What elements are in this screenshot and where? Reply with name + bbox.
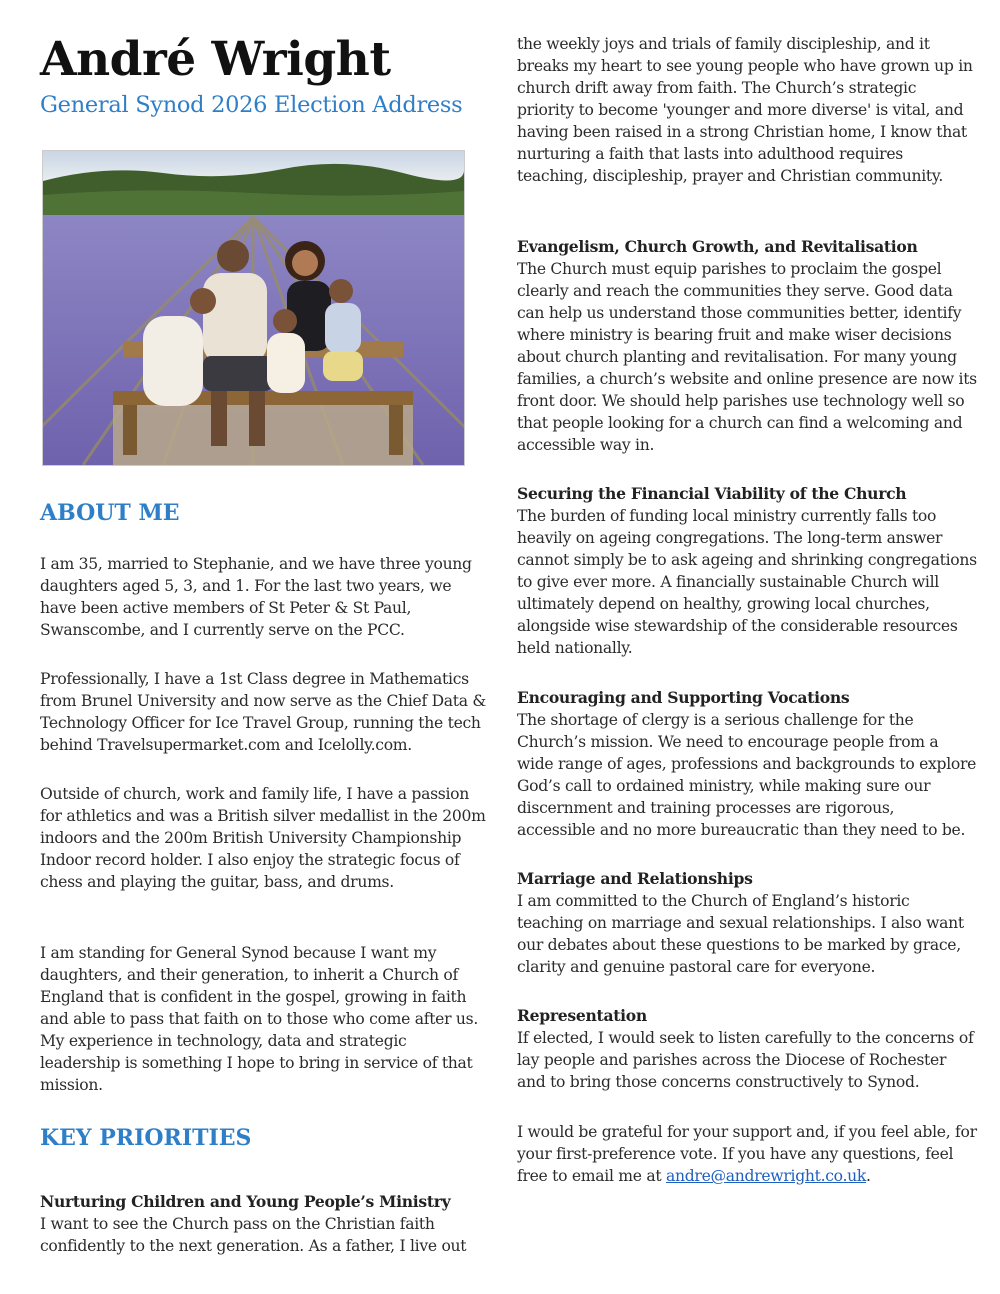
email-link[interactable]: andre@andrewright.co.uk [666, 1167, 867, 1185]
priorities-heading: KEY PRIORITIES [40, 1125, 252, 1151]
nurturing-text-part1: I want to see the Church pass on the Christian faith confidently to the next generation. As a father, I live out [40, 1215, 467, 1255]
nurturing-title: Nurturing Children and Young People’s Ministry [40, 1192, 451, 1211]
evangelism-text: The Church must equip parishes to proclaim the gospel clearly and reach the communities they serve. Good data can help us understand those communities better, identify where ministry is bearing fruit and make wiser decisions about church planting and revitalisation. For many young families, a church’s website and online presence are now its front door. We should help parishes use technology well so that people looking for a church can find a welcoming and accessible way in. [517, 260, 977, 454]
evangelism-title: Evangelism, Church Growth, and Revitalisation [517, 237, 918, 256]
candidate-name: André Wright [40, 32, 391, 87]
nurturing-text-part2: the weekly joys and trials of family discipleship, and it breaks my heart to see young people who have grown up in church drift away from faith. The Church’s strategic priority to become 'younger and more diverse' is vital, and having been raised in a strong Christian home, I know that nurturing a faith that lasts into adulthood requires teaching, discipleship, prayer and Christian community. [517, 35, 973, 185]
representation-title: Representation [517, 1006, 647, 1025]
vocations-text: The shortage of clergy is a serious challenge for the Church’s mission. We need to encourage people from a wide range of ages, professions and backgrounds to explore God’s call to ordained ministry, while making sure our discernment and training processes are rigorous, accessible and no more bureaucratic than they need to be. [517, 711, 977, 839]
vocations-title: Encouraging and Supporting Vocations [517, 688, 850, 707]
closing-text: I would be grateful for your support and, if you feel able, for your first-preference vote. If you have any questions, feel free to email me at [517, 1123, 977, 1185]
marriage-title: Marriage and Relationships [517, 869, 753, 888]
about-paragraph-4: I am standing for General Synod because I want my daughters, and their generation, to inherit a Church of England that is confident in the gospel, growing in faith and able to pass that faith on to those who come after us. My experience in technology, data and strategic leadership is something I hope to bring in service of that mission. [40, 944, 479, 1094]
closing-paragraph [517, 1121, 977, 1187]
marriage-text: I am committed to the Church of England’s historic teaching on marriage and sexual relationships. I also want our debates about these questions to be marked by grace, clarity and genuine pastoral care for everyone. [517, 892, 964, 976]
about-heading: ABOUT ME [40, 500, 180, 526]
family-photo [42, 150, 465, 466]
about-paragraph-3: Outside of church, work and family life, I have a passion for athletics and was a British silver medallist in the 200m indoors and the 200m British University Championship Indoor record holder. I also enjoy the strategic focus of chess and playing the guitar, bass, and drums. [40, 785, 486, 891]
about-paragraph-2: Professionally, I have a 1st Class degree in Mathematics from Brunel University and now serve as the Chief Data & Technology Officer for Ice Travel Group, running the tech behind Travelsupermarket.com and Icelolly.com. [40, 670, 486, 754]
about-paragraph-1: I am 35, married to Stephanie, and we have three young daughters aged 5, 3, and 1. For the last two years, we have been active members of St Peter & St Paul, Swanscombe, and I currently serve on the PCC. [40, 555, 472, 639]
finance-text: The burden of funding local ministry currently falls too heavily on ageing congregations. The long-term answer cannot simply be to ask ageing and shrinking congregations to give ever more. A financially sustainable Church will ultimately depend on healthy, growing local churches, alongside wise stewardship of the considerable resources held nationally. [517, 507, 977, 657]
finance-title: Securing the Financial Viability of the Church [517, 484, 907, 503]
closing-end: . [866, 1167, 871, 1185]
document-subtitle: General Synod 2026 Election Address [40, 92, 463, 118]
representation-text: If elected, I would seek to listen carefully to the concerns of lay people and parishes across the Diocese of Rochester and to bring those concerns constructively to Synod. [517, 1029, 974, 1091]
